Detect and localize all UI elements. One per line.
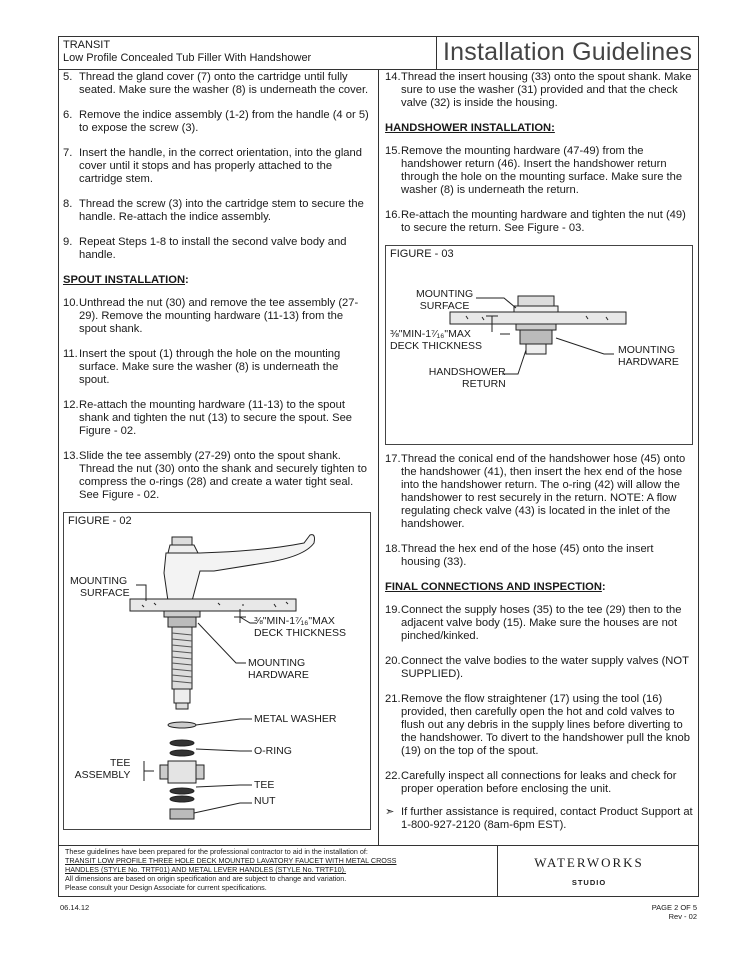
fig03-mounting-hardware-label: MOUNTING HARDWARE — [618, 344, 679, 368]
fig02-metal-washer-label: METAL WASHER — [254, 713, 337, 725]
step-17: 17. Thread the conical end of the handshower hose (45) onto the handshower (41), then insert the hex end of the hose into the handshower return. The o-ring (42) will allow the handshower to rest securely in the return. NOTE: A flow regulating check valve (43) is located in the inlet of the handshower. — [385, 453, 686, 530]
final-connections-heading: FINAL CONNECTIONS AND INSPECTION: — [385, 581, 606, 593]
figure-03 — [385, 245, 693, 445]
step-20: 20. Connect the valve bodies to the water supply valves (NOT SUPPLIED). — [385, 655, 689, 680]
spout-installation-heading: SPOUT INSTALLATION: — [63, 274, 189, 286]
fig02-mounting-hardware-label: MOUNTING HARDWARE — [248, 657, 309, 681]
handshower-installation-heading: HANDSHOWER INSTALLATION: — [385, 122, 555, 134]
step-21: 21. Remove the flow straightener (17) using the tool (16) provided, then carefully open the hot and cold valves to flush out any debris in the supply lines before diverting to the handshower. To divert to the handshower pull the knob (19) on the top of the spout. — [385, 693, 690, 757]
header-title-box — [436, 37, 699, 69]
right-column — [385, 71, 693, 844]
step-13: 13. Slide the tee assembly (27-29) onto the spout shank. Thread the nut (30) onto the shank and securely tighten to compress the o-rings (28) and create a water tight seal. See Figure - 02. — [63, 450, 367, 501]
header — [59, 37, 698, 70]
fig02-deck-thickness-label: ⅜"MIN-1⁷⁄₁₆"MAX DECK THICKNESS — [254, 615, 346, 639]
fig03-deck-thickness-label: ⅜"MIN-1⁷⁄₁₆"MAX DECK THICKNESS — [390, 328, 482, 352]
step-6: 6. Remove the indice assembly (1-2) from the handle (4 or 5) to expose the screw (3). — [63, 109, 369, 134]
figure-02 — [63, 512, 371, 830]
brand-logo: WATERWORKS — [534, 855, 644, 870]
step-16: 16. Re-attach the mounting hardware and tighten the nut (49) to secure the return. See Figure - 03. — [385, 209, 686, 234]
footer-divider — [497, 845, 498, 896]
page-number: PAGE 2 OF 5 Rev - 02 — [651, 903, 697, 921]
step-15: 15. Remove the mounting hardware (47-49) from the handshower return (46). Insert the handshower return through the hole on the mounting surface. Make sure the washer (8) is underneath the return. — [385, 145, 683, 196]
figure-03-label: FIGURE - 03 — [390, 248, 454, 260]
header-product-info — [63, 39, 311, 65]
step-5: 5. Thread the gland cover (7) onto the cartridge until fully seated. Make sure the washer (8) is underneath the cover. — [63, 71, 369, 96]
step-11: 11. Insert the spout (1) through the hole on the mounting surface. Make sure the washer (8) is underneath the spout. — [63, 348, 341, 386]
instruction-sheet — [58, 36, 699, 846]
document-date: 06.14.12 — [60, 903, 90, 912]
fig03-mounting-surface-label: MOUNTING SURFACE — [416, 288, 474, 312]
column-divider — [378, 69, 379, 846]
header-product: Low Profile Concealed Tub Filler With Handshower — [63, 52, 312, 64]
header-brand: TRANSIT — [63, 39, 111, 51]
fig02-tee-label: TEE — [254, 779, 275, 791]
footer — [58, 845, 699, 897]
footer-disclaimer: These guidelines have been prepared for the professional contractor to aid in the installation of: TRANSIT LOW PROFILE THREE HOLE DECK MOUNTED LAVATORY FAUCET WITH METAL CROSS HANDLES (STYLE No. TRTF01) AND METAL LEVER HANDLES (STYLE No. TRTF10). All dimensions are based on origin specification and are subject to change and variation. Please consult your Design Associate for current specifications. — [65, 847, 397, 892]
fig02-oring-label: O-RING — [254, 745, 292, 757]
step-22: 22. Carefully inspect all connections for leaks and check for proper operation before enclosing the unit. — [385, 770, 677, 795]
step-10: 10. Unthread the nut (30) and remove the tee assembly (27-29). Remove the mounting hardware (11-13) from the spout shank. — [63, 297, 359, 335]
step-8: 8. Thread the screw (3) into the cartridge stem to secure the handle. Re-attach the indice assembly. — [63, 198, 364, 223]
brand-sub: STUDIO — [571, 878, 607, 887]
step-12: 12. Re-attach the mounting hardware (11-13) to the spout shank and tighten the nut (13) to secure the spout. See Figure - 02. — [63, 399, 353, 437]
step-18: 18. Thread the hex end of the hose (45) onto the insert housing (33). — [385, 543, 654, 568]
step-9: 9. Repeat Steps 1-8 to install the second valve body and handle. — [63, 236, 347, 261]
fig02-tee-assembly-label: TEE ASSEMBLY — [74, 757, 131, 781]
step-19: 19. Connect the supply hoses (35) to the tee (29) then to the adjacent valve body (15). Make sure the houses are not pinched/kinked. — [385, 604, 682, 642]
support-note: ➣ If further assistance is required, contact Product Support at 1-800-927-2120 (8am-6pm EST). — [385, 806, 693, 831]
fig02-mounting-surface-label: MOUNTING SURFACE — [70, 575, 130, 599]
step-14: 14. Thread the insert housing (33) onto the spout shank. Make sure to use the washer (31) provided and that the check valve (32) is inside the housing. — [385, 71, 692, 109]
fig02-nut-label: NUT — [254, 795, 276, 807]
spout-diagram — [64, 513, 370, 829]
page-title: Installation Guidelines — [443, 38, 693, 66]
step-7: 7. Insert the handle, in the correct orientation, into the gland cover until it stops and has properly attached to the cartridge stem. — [63, 147, 362, 185]
left-column — [63, 71, 371, 830]
fig03-handshower-return-label: HANDSHOWER RETURN — [428, 366, 506, 390]
figure-02-label: FIGURE - 02 — [68, 515, 132, 527]
